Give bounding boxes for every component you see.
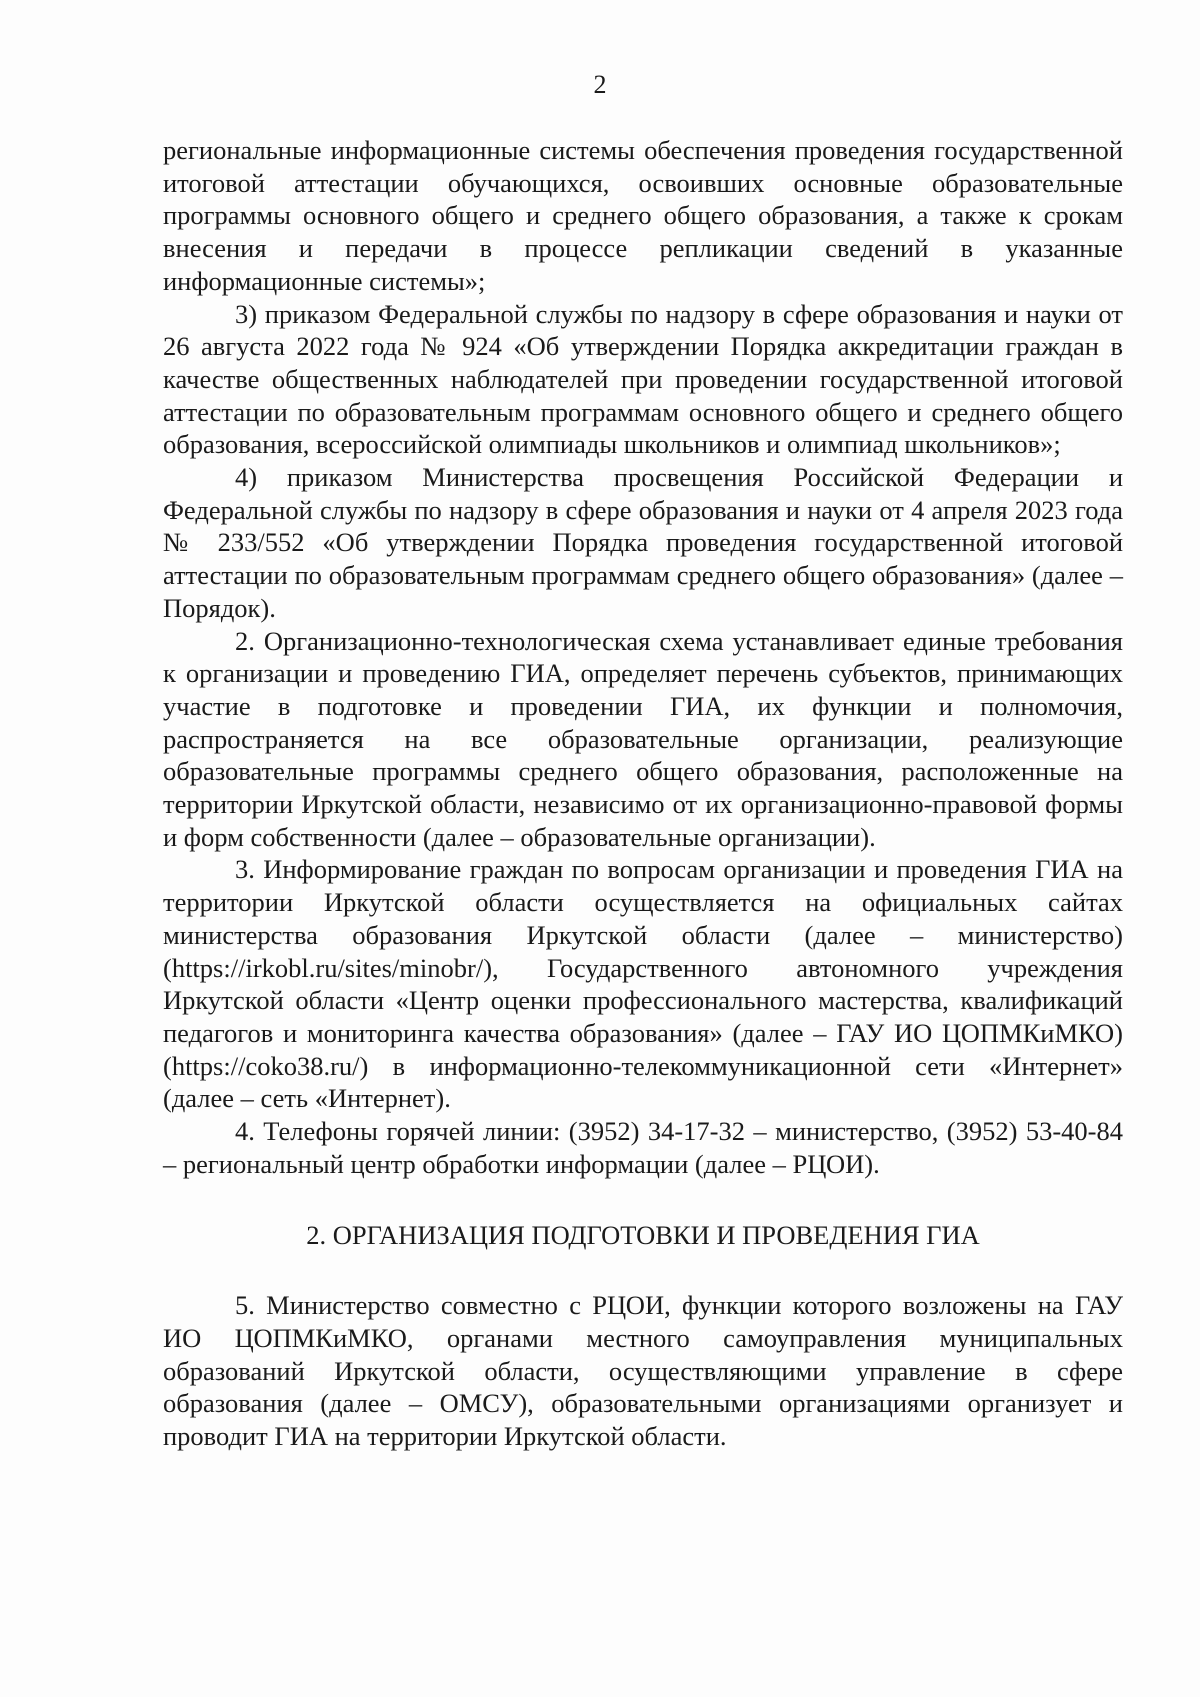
paragraph-clause-2: 2. Организационно-технологическая схема устанавливает единые требования к организации и проведению ГИА, определяет перечень субъектов, принимающих участие в подготовке и проведении ГИА, их функции и полномочия, распространяется на все образовательные организации, реализующие образовательные программы среднего общего образования, расположенные на территории Иркутской области, независимо от их организационно-правовой формы и форм собственности (далее – образовательные организации). — [163, 625, 1123, 852]
paragraph-clause-4: 4. Телефоны горячей линии: (3952) 34-17-32 – министерство, (3952) 53-40-84 – региональный центр обработки информации (далее – РЦОИ). — [163, 1116, 1123, 1179]
paragraph-continuation: региональные информационные системы обеспечения проведения государственной итоговой аттестации обучающихся, освоивших основные образовательные программы основного общего и среднего общего образования, а также к срокам внесения и передачи в процессе репликации сведений в указанные информационные системы»; — [163, 135, 1123, 296]
section-heading: 2. ОРГАНИЗАЦИЯ ПОДГОТОВКИ И ПРОВЕДЕНИЯ ГИА — [306, 1219, 980, 1250]
page-number: 2 — [593, 70, 607, 99]
document-body — [163, 134, 1123, 1453]
paragraph-item-3: 3) приказом Федеральной службы по надзору в сфере образования и науки от 26 августа 2022 года № 924 «Об утверждении Порядка аккредитации граждан в качестве общественных наблюдателей при проведении государственной итоговой аттестации по образовательным программам основного общего и среднего общего образования, всероссийской олимпиады школьников и олимпиад школьников»; — [163, 298, 1123, 460]
paragraph-clause-5: 5. Министерство совместно с РЦОИ, функции которого возложены на ГАУ ИО ЦОПМКиМКО, органами местного самоуправления муниципальных образований Иркутской области, осуществляющими управление в сфере образования (далее – ОМСУ), образовательными организациями организует и проводит ГИА на территории Иркутской области. — [163, 1290, 1123, 1452]
paragraph-item-4: 4) приказом Министерства просвещения Российской Федерации и Федеральной службы по надзору в сфере образования и науки от 4 апреля 2023 года № 233/552 «Об утверждении Порядка проведения государственной итоговой аттестации по образовательным программам среднего общего образования» (далее – Порядок). — [163, 462, 1123, 623]
paragraph-clause-3: 3. Информирование граждан по вопросам организации и проведения ГИА на территории Иркутской области осуществляется на официальных сайтах министерства образования Иркутской области (далее – министерство) (https://irkobl.ru/sites/minobr/), Государственного автономного учреждения Иркутской области «Центр оценки профессионального мастерства, квалификаций педагогов и мониторинга качества образования» (далее – ГАУ ИО ЦОПМКиМКО) (https://coko38.ru/) в информационно-телекоммуникационной сети «Интернет» (далее – сеть «Интернет). — [163, 854, 1123, 1114]
